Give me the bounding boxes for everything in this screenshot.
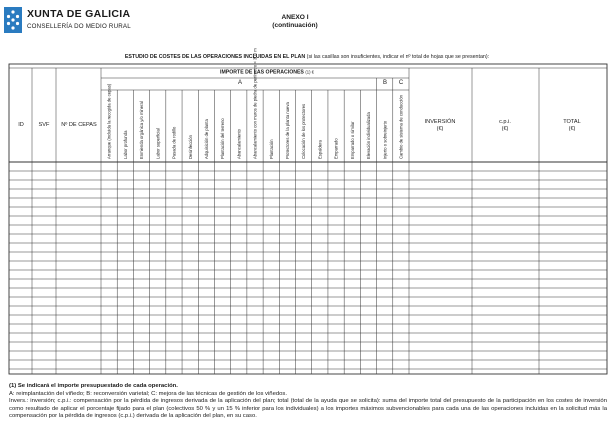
operation-header: Protectores de la planta nueva	[285, 102, 291, 159]
operation-header: Emparrado	[333, 138, 339, 159]
col-total-unit: (€)	[568, 126, 576, 132]
col-id-header: ID	[18, 122, 24, 128]
operation-header: Desinfección	[187, 135, 193, 159]
footnote-1: (1) Se indicará el importe presupuestado de cada operación.	[9, 383, 178, 389]
importe-header: IMPORTE DE LAS OPERACIONES (1) €	[220, 69, 314, 76]
operation-header: Plantación del terreno	[220, 118, 226, 159]
operation-header: Labor superficial	[155, 128, 161, 159]
annex-subtitle: (continuación)	[272, 22, 318, 29]
table-frame	[9, 64, 607, 374]
study-note: (si las casillas son insuficientes, indicar el nº total de hojas que se presentan):	[305, 54, 490, 60]
col-cpi-unit: (€)	[501, 126, 509, 132]
group-b-label: B	[382, 80, 388, 86]
footnotes	[9, 383, 607, 421]
study-title: ESTUDIO DE COSTES DE LAS OPERACIONES INCLUIDAS EN EL PLAN	[124, 54, 306, 60]
operation-header: Injerto o sobreinjerto	[382, 120, 388, 159]
operation-header: Emparrado o similar	[349, 121, 355, 159]
operation-header: Adquisición de planta	[203, 119, 209, 159]
operation-header: Labor profunda	[122, 130, 128, 159]
operation-header: Espaldera	[317, 140, 323, 159]
col-cepas-header: Nº DE CEPAS	[61, 122, 97, 128]
group-a-label: A	[237, 80, 243, 86]
col-inversion-header: INVERSIÓN	[424, 119, 456, 125]
operation-header: Enmienda orgánica y/o mineral	[139, 101, 145, 159]
operation-header: Elevación individualizada	[366, 112, 372, 159]
footnote-legend: A: reimplantación del viñedo; B: reconversión varietal; C: mejora de las técnicas de gestión de los viñedos.	[9, 390, 287, 397]
operation-header: Pasada de rodillo	[171, 126, 177, 159]
operation-header: Abancalamiento con muros de piedra de perímetro < 300 m	[252, 48, 258, 159]
brand-name: XUNTA DE GALICIA	[27, 8, 131, 20]
operation-header: Plantación	[268, 139, 274, 159]
department-name: CONSELLERÍA DO MEDIO RURAL	[27, 23, 131, 30]
col-inversion-unit: (€)	[436, 126, 444, 132]
col-svf-header: SVF	[38, 122, 50, 128]
footnote-definitions: Invers.: inversión; c.p.i.: compensación por la pérdida de ingresos derivada de la aplicación del plan; total (total de la ayuda que se solicita): suma del importe total del presupuesto de la participación en los costes de inversión como resultado de aplicar el porcentaje fijado para el plan (colectivos 50 % y un 15 % inferior para los individuales) a los importes máximos subvencionables para cada una de las operaciones incluidas en la solicitud más la compensación por la pérdida de ingresos (c.p.i.) derivada de la aplicación del plan, en su caso.	[9, 398, 607, 420]
operation-header: Colocación de los protectores	[301, 103, 307, 159]
operation-header: Arranque (incluida la recogida de cepas)	[106, 83, 112, 159]
col-total-header: TOTAL	[563, 119, 581, 125]
col-cpi-header: c.p.i.	[499, 119, 511, 125]
group-c-label: C	[398, 80, 404, 86]
annex-title: ANEXO I	[281, 14, 309, 21]
operation-header: Abancalamiento	[236, 128, 242, 159]
operation-header: Cambio de sistema de conducción	[398, 94, 404, 159]
